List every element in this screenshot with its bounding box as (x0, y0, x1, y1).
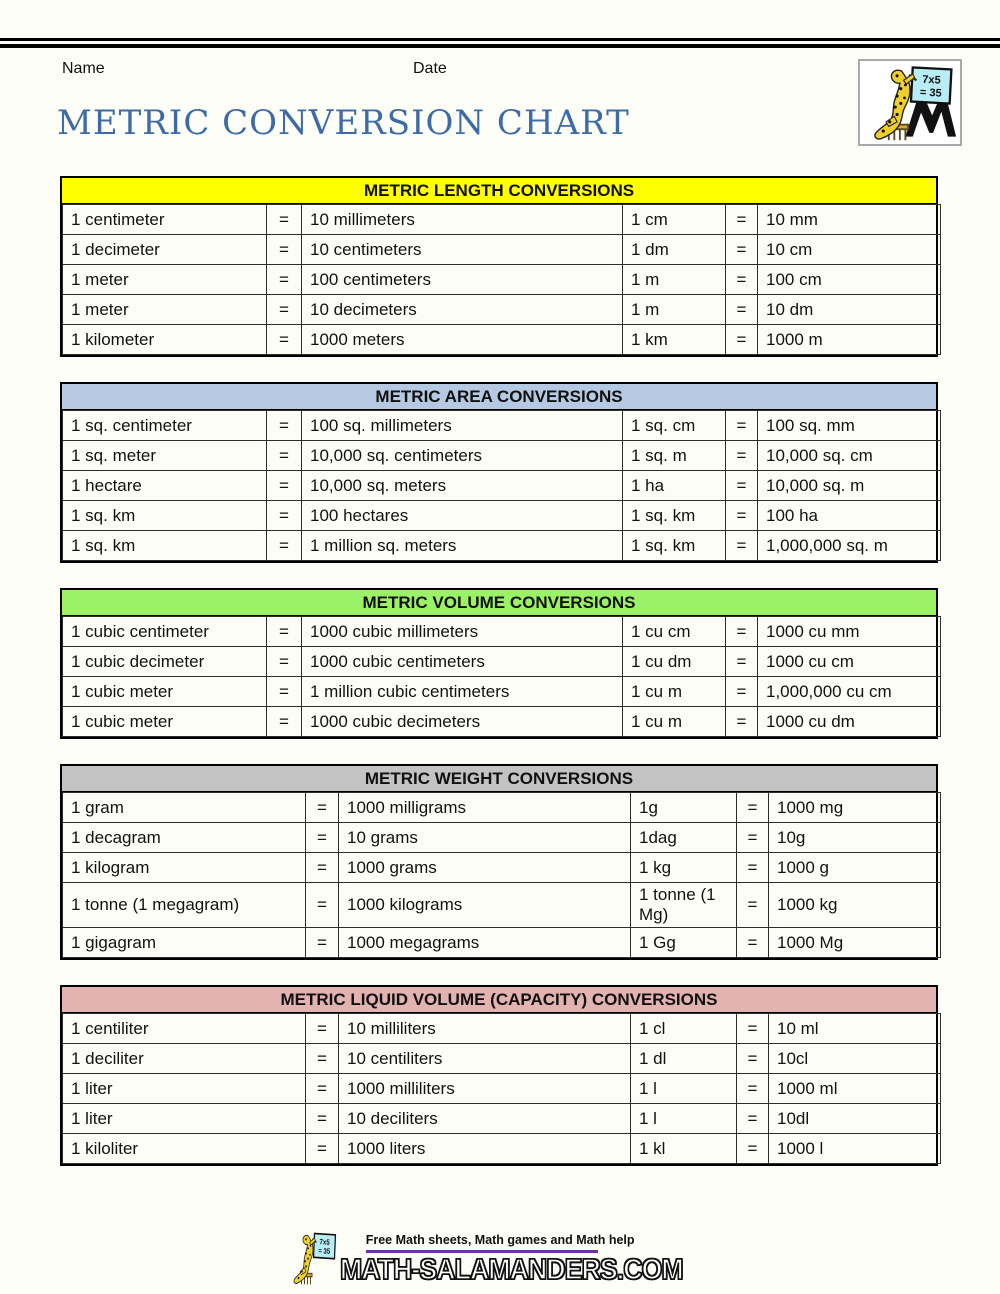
equals-cell: = (267, 531, 302, 561)
table-cell: 1 cubic decimeter (63, 647, 267, 677)
equals-cell: = (267, 647, 302, 677)
name-label: Name (62, 60, 105, 77)
table-cell: 100 cm (758, 265, 941, 295)
table-cell: 10 decimeters (302, 295, 623, 325)
equals-cell: = (267, 707, 302, 737)
table-row (63, 677, 941, 707)
page-title: METRIC CONVERSION CHART (57, 103, 630, 143)
table-cell: 1 sq. meter (63, 441, 267, 471)
table-cell: 1 sq. km (623, 501, 726, 531)
table-cell: 10 deciliters (339, 1104, 631, 1134)
equals-cell: = (267, 411, 302, 441)
table-cell: 1 centimeter (63, 205, 267, 235)
table-cell: 1 sq. km (63, 501, 267, 531)
table-row (63, 531, 941, 561)
table-cell: 10,000 sq. m (758, 471, 941, 501)
table-row (63, 707, 941, 737)
table-cell: 100 hectares (302, 501, 623, 531)
equals-cell: = (267, 235, 302, 265)
table-cell: 1 gram (63, 793, 306, 823)
table-row (63, 1044, 941, 1074)
table-row (63, 793, 941, 823)
table-cell: 1 meter (63, 265, 267, 295)
table-cell: 100 sq. mm (758, 411, 941, 441)
table-cell: 1 meter (63, 295, 267, 325)
table-cell: 1 km (623, 325, 726, 355)
equals-cell: = (726, 647, 758, 677)
equals-cell: = (737, 1104, 769, 1134)
table-cell: 1 million sq. meters (302, 531, 623, 561)
table-cell: 1 decagram (63, 823, 306, 853)
table-cell: 1 tonne (1 Mg) (631, 883, 737, 928)
equals-cell: = (737, 928, 769, 958)
equals-cell: = (737, 793, 769, 823)
table-row (63, 265, 941, 295)
footer-wordmark: MATH-SALAMANDERS.COM (339, 1254, 683, 1286)
footer (0, 1229, 1000, 1287)
conversion-table (60, 985, 938, 1166)
table-cell: 1 l (631, 1074, 737, 1104)
table-cell: 1000 g (769, 853, 941, 883)
table-cell: 10 grams (339, 823, 631, 853)
table-row (63, 325, 941, 355)
table-cell: 1 cl (631, 1014, 737, 1044)
table-cell: 1000 milligrams (339, 793, 631, 823)
table-cell: 10,000 sq. meters (302, 471, 623, 501)
salamander-logo-icon (860, 61, 960, 144)
table-cell: 1 sq. km (623, 531, 726, 561)
table-cell: 1 gigagram (63, 928, 306, 958)
table-cell: 1 cu m (623, 707, 726, 737)
equals-cell: = (726, 617, 758, 647)
conversion-table (60, 764, 938, 960)
table-cell: 1 decimeter (63, 235, 267, 265)
equals-cell: = (726, 295, 758, 325)
table-cell: 1 cubic meter (63, 707, 267, 737)
table-cell: 10,000 sq. cm (758, 441, 941, 471)
table-cell: 10 milliliters (339, 1014, 631, 1044)
table-cell: 10 centimeters (302, 235, 623, 265)
table-cell: 1,000,000 cu cm (758, 677, 941, 707)
table-row (63, 471, 941, 501)
table-cell: 10 ml (769, 1014, 941, 1044)
equals-cell: = (737, 1074, 769, 1104)
equals-cell: = (737, 1134, 769, 1164)
table-cell: 10 millimeters (302, 205, 623, 235)
equals-cell: = (306, 928, 339, 958)
table-cell: 10,000 sq. centimeters (302, 441, 623, 471)
table-cell: 1 centiliter (63, 1014, 306, 1044)
equals-cell: = (726, 501, 758, 531)
table-cell: 1000 milliliters (339, 1074, 631, 1104)
table-cell: 10 cm (758, 235, 941, 265)
conversion-tables (60, 176, 938, 1191)
equals-cell: = (726, 471, 758, 501)
table-cell: 1000 megagrams (339, 928, 631, 958)
table-row (63, 205, 941, 235)
table-row (63, 1134, 941, 1164)
equals-cell: = (306, 1104, 339, 1134)
table-cell: 1 cu dm (623, 647, 726, 677)
table-row (63, 928, 941, 958)
equals-cell: = (267, 617, 302, 647)
table-cell: 10dl (769, 1104, 941, 1134)
table-cell: 1 Gg (631, 928, 737, 958)
table-cell: 1 cubic centimeter (63, 617, 267, 647)
table-cell: 100 ha (758, 501, 941, 531)
table-row (63, 1074, 941, 1104)
equals-cell: = (267, 501, 302, 531)
equals-cell: = (726, 325, 758, 355)
table-cell: 10 mm (758, 205, 941, 235)
table-cell: 1 kiloliter (63, 1134, 306, 1164)
equals-cell: = (306, 1134, 339, 1164)
table-cell: 1 dm (623, 235, 726, 265)
table-cell: 1 million cubic centimeters (302, 677, 623, 707)
table-cell: 1000 cubic decimeters (302, 707, 623, 737)
table-cell: 1000 cu dm (758, 707, 941, 737)
table-cell: 1000 mg (769, 793, 941, 823)
table-row (63, 823, 941, 853)
table-cell: 1000 kg (769, 883, 941, 928)
equals-cell: = (306, 853, 339, 883)
table-cell: 1000 cubic centimeters (302, 647, 623, 677)
table-cell: 1 cubic meter (63, 677, 267, 707)
equals-cell: = (267, 471, 302, 501)
table-cell: 1000 cu mm (758, 617, 941, 647)
table-cell: 1 hectare (63, 471, 267, 501)
conversion-table (60, 382, 938, 563)
table-cell: 10g (769, 823, 941, 853)
table-cell: 1000 meters (302, 325, 623, 355)
equals-cell: = (726, 205, 758, 235)
table-cell: 1 tonne (1 megagram) (63, 883, 306, 928)
table-cell: 1000 liters (339, 1134, 631, 1164)
table-row (63, 411, 941, 441)
equals-cell: = (726, 677, 758, 707)
conversion-table (60, 588, 938, 739)
table-row (63, 647, 941, 677)
equals-cell: = (306, 823, 339, 853)
table-cell: 100 sq. millimeters (302, 411, 623, 441)
table-cell: 1 ha (623, 471, 726, 501)
table-cell: 1 sq. km (63, 531, 267, 561)
equals-cell: = (726, 707, 758, 737)
table-cell: 1 kg (631, 853, 737, 883)
table-title: METRIC WEIGHT CONVERSIONS (62, 766, 936, 792)
equals-cell: = (306, 883, 339, 928)
table-cell: 1 liter (63, 1104, 306, 1134)
table-cell: 1 cu cm (623, 617, 726, 647)
table-cell: 1000 ml (769, 1074, 941, 1104)
equals-cell: = (306, 793, 339, 823)
table-cell: 1 sq. cm (623, 411, 726, 441)
table-cell: 1 l (631, 1104, 737, 1134)
table-cell: 1 kilogram (63, 853, 306, 883)
equals-cell: = (737, 853, 769, 883)
equals-cell: = (726, 441, 758, 471)
table-row (63, 617, 941, 647)
equals-cell: = (267, 265, 302, 295)
table-cell: 1 m (623, 295, 726, 325)
equals-cell: = (726, 265, 758, 295)
table-row (63, 235, 941, 265)
table-cell: 10 centiliters (339, 1044, 631, 1074)
table-cell: 1000 kilograms (339, 883, 631, 928)
equals-cell: = (726, 531, 758, 561)
equals-cell: = (267, 441, 302, 471)
table-cell: 1 liter (63, 1074, 306, 1104)
table-cell: 1000 grams (339, 853, 631, 883)
equals-cell: = (306, 1014, 339, 1044)
equals-cell: = (267, 325, 302, 355)
table-row (63, 501, 941, 531)
table-cell: 1 dl (631, 1044, 737, 1074)
footer-salamander-icon (288, 1229, 338, 1287)
equals-cell: = (267, 205, 302, 235)
table-title: METRIC LENGTH CONVERSIONS (62, 178, 936, 204)
table-cell: 100 centimeters (302, 265, 623, 295)
table-cell: 1 sq. centimeter (63, 411, 267, 441)
table-cell: 1dag (631, 823, 737, 853)
table-title: METRIC AREA CONVERSIONS (62, 384, 936, 410)
table-row (63, 883, 941, 928)
equals-cell: = (306, 1044, 339, 1074)
table-cell: 1,000,000 sq. m (758, 531, 941, 561)
table-cell: 1000 m (758, 325, 941, 355)
table-cell: 1 kl (631, 1134, 737, 1164)
table-cell: 10cl (769, 1044, 941, 1074)
table-cell: 1000 cubic millimeters (302, 617, 623, 647)
table-cell: 1g (631, 793, 737, 823)
table-title: METRIC VOLUME CONVERSIONS (62, 590, 936, 616)
table-row (63, 441, 941, 471)
table-row (63, 1014, 941, 1044)
equals-cell: = (737, 823, 769, 853)
equals-cell: = (737, 1014, 769, 1044)
top-divider (0, 38, 1000, 44)
table-cell: 1000 cu cm (758, 647, 941, 677)
footer-accent-rule (366, 1250, 598, 1253)
table-row (63, 1104, 941, 1134)
table-cell: 1 cu m (623, 677, 726, 707)
table-cell: 1000 Mg (769, 928, 941, 958)
table-row (63, 853, 941, 883)
footer-tagline: Free Math sheets, Math games and Math help (365, 1233, 635, 1247)
table-cell: 10 dm (758, 295, 941, 325)
table-cell: 1 deciliter (63, 1044, 306, 1074)
table-cell: 1 cm (623, 205, 726, 235)
date-label: Date (413, 60, 447, 77)
equals-cell: = (726, 411, 758, 441)
equals-cell: = (267, 295, 302, 325)
equals-cell: = (737, 1044, 769, 1074)
math-salamanders-logo (858, 59, 962, 146)
table-row (63, 295, 941, 325)
table-cell: 1 kilometer (63, 325, 267, 355)
equals-cell: = (726, 235, 758, 265)
equals-cell: = (306, 1074, 339, 1104)
equals-cell: = (267, 677, 302, 707)
conversion-table (60, 176, 938, 357)
equals-cell: = (737, 883, 769, 928)
table-title: METRIC LIQUID VOLUME (CAPACITY) CONVERSIONS (62, 987, 936, 1013)
footer-text-block (340, 1233, 713, 1287)
table-cell: 1 m (623, 265, 726, 295)
table-cell: 1 sq. m (623, 441, 726, 471)
table-cell: 1000 l (769, 1134, 941, 1164)
